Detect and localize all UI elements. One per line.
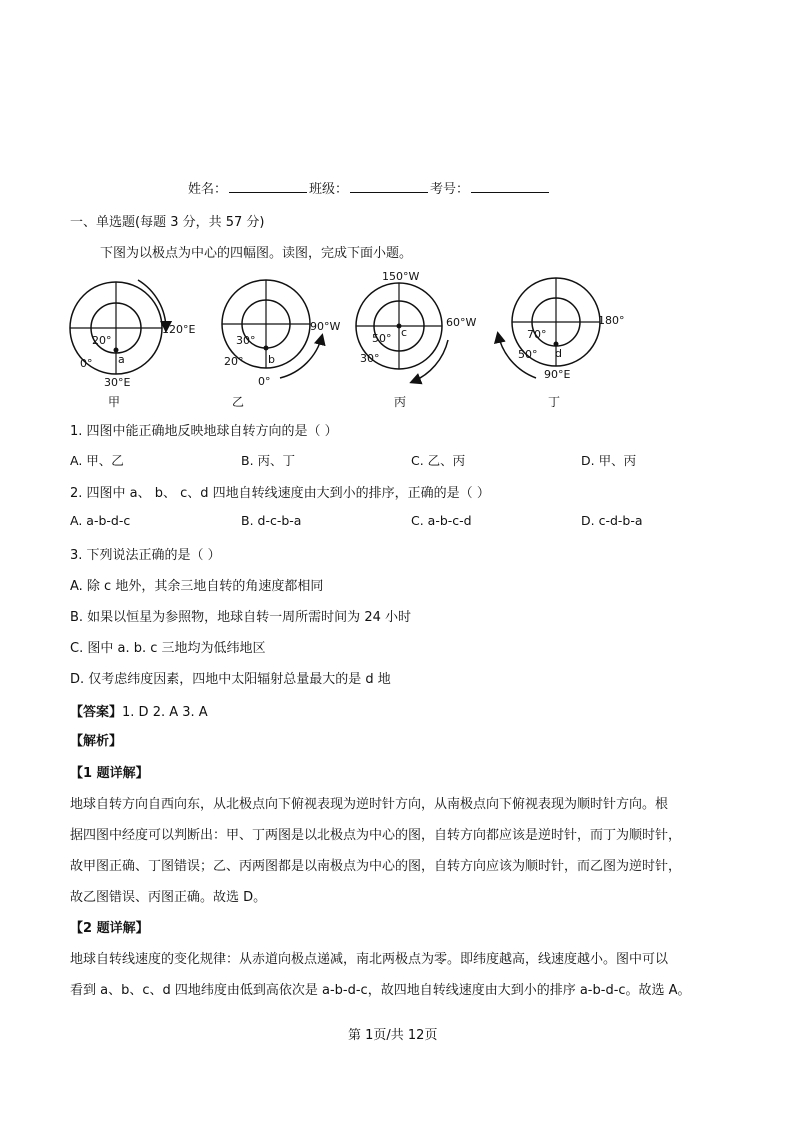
detail-1-title: 【1 题详解】 [70, 766, 149, 781]
answer-label: 【答案】 [70, 705, 123, 720]
label: 0° [80, 357, 93, 370]
label: 90°E [544, 368, 571, 381]
diagram-jia [70, 280, 195, 409]
detail-2-title: 【2 题详解】 [70, 921, 149, 936]
analysis-label: 【解析】 [70, 734, 123, 749]
point-b [264, 346, 269, 351]
label: 70° [527, 328, 547, 341]
q2-option-b[interactable]: B. d-c-b-a [241, 513, 302, 528]
label: a [118, 353, 125, 366]
q3-option-d[interactable]: D. 仅考虑纬度因素，四地中太阳辐射总量最大的是 d 地 [70, 672, 391, 687]
label: 150°W [382, 270, 420, 283]
label: d [555, 347, 562, 360]
page-footer: 第 1页/共 12页 [348, 1028, 438, 1043]
question-2-stem: 2. 四图中 a、 b、 c、d 四地自转线速度由大到小的排序，正确的是（ ） [70, 486, 490, 501]
answer-line [70, 701, 208, 720]
q1-option-b[interactable]: B. 丙、丁 [241, 453, 296, 468]
label: 50° [372, 332, 392, 345]
q3-option-a[interactable]: A. 除 c 地外，其余三地自转的角速度都相同 [70, 579, 324, 594]
label: 30° [360, 352, 380, 365]
question-1-stem: 1. 四图中能正确地反映地球自转方向的是（ ） [70, 424, 338, 439]
id-label: 考号： [430, 182, 470, 197]
q2-option-a[interactable]: A. a-b-d-c [70, 513, 131, 528]
name-label: 姓名： [188, 182, 228, 197]
detail-1-line: 据四图中经度可以判断出：甲、丁两图是以北极点为中心的图，自转方向都应该是逆时针，而丁为顺时针， [70, 828, 682, 843]
caption: 丙 [394, 395, 407, 409]
detail-1-line: 故甲图正确、丁图错误；乙、丙两图都是以南极点为中心的图，自转方向应该为顺时针，而乙图为逆时针， [70, 859, 682, 874]
detail-1-line: 地球自转方向自西向东，从北极点向下俯视表现为逆时针方向，从南极点向下俯视表现为顺时针方向。根 [70, 797, 669, 812]
label: 30°E [104, 376, 131, 389]
label: 20° [224, 355, 244, 368]
detail-2-line: 看到 a、b、c、d 四地纬度由低到高依次是 a-b-d-c，故四地自转线速度由大到小的排序 a-b-d-c。故选 A。 [70, 983, 691, 998]
diagram-yi [222, 280, 340, 409]
class-blank[interactable] [350, 180, 428, 193]
q1-option-a[interactable]: A. 甲、乙 [70, 453, 124, 468]
diagram-ding [498, 278, 625, 409]
q3-option-c[interactable]: C. 图中 a. b. c 三地均为低纬地区 [70, 641, 266, 656]
label: 50° [518, 348, 538, 361]
label: c [401, 326, 408, 339]
label: 120°E [162, 323, 196, 336]
q3-option-b[interactable]: B. 如果以恒星为参照物，地球自转一周所需时间为 24 小时 [70, 610, 411, 625]
polar-diagrams [60, 268, 700, 413]
q2-option-c[interactable]: C. a-b-c-d [411, 513, 472, 528]
detail-1-line: 故乙图错误、丙图正确。故选 D。 [70, 890, 267, 905]
label: 0° [258, 375, 271, 388]
label: 20° [92, 334, 112, 347]
q2-option-d[interactable]: D. c-d-b-a [581, 513, 643, 528]
q1-option-d[interactable]: D. 甲、丙 [581, 453, 637, 468]
section-title: 一、单选题(每题 3 分，共 57 分) [70, 215, 265, 230]
rotation-arrow [412, 340, 448, 382]
diagram-bing [356, 270, 476, 409]
q1-option-c[interactable]: C. 乙、丙 [411, 453, 466, 468]
id-blank[interactable] [471, 180, 549, 193]
student-info-header [188, 178, 551, 197]
label: b [268, 353, 275, 366]
point-a [114, 348, 119, 353]
answer-text: 1. D 2. A 3. A [122, 705, 208, 720]
intro-text: 下图为以极点为中心的四幅图。读图，完成下面小题。 [100, 246, 413, 261]
caption: 乙 [232, 395, 245, 409]
caption: 丁 [548, 395, 561, 409]
caption: 甲 [108, 395, 121, 409]
detail-2-line: 地球自转线速度的变化规律：从赤道向极点递减，南北两极点为零。即纬度越高，线速度越小。图中可以 [70, 952, 669, 967]
point-d [554, 342, 559, 347]
label: 60°W [446, 316, 477, 329]
label: 90°W [310, 320, 341, 333]
question-3-stem: 3. 下列说法正确的是（ ） [70, 548, 221, 563]
label: 30° [236, 334, 256, 347]
rotation-arrow [280, 336, 322, 378]
name-blank[interactable] [229, 180, 307, 193]
label: 180° [598, 314, 625, 327]
class-label: 班级： [309, 182, 349, 197]
